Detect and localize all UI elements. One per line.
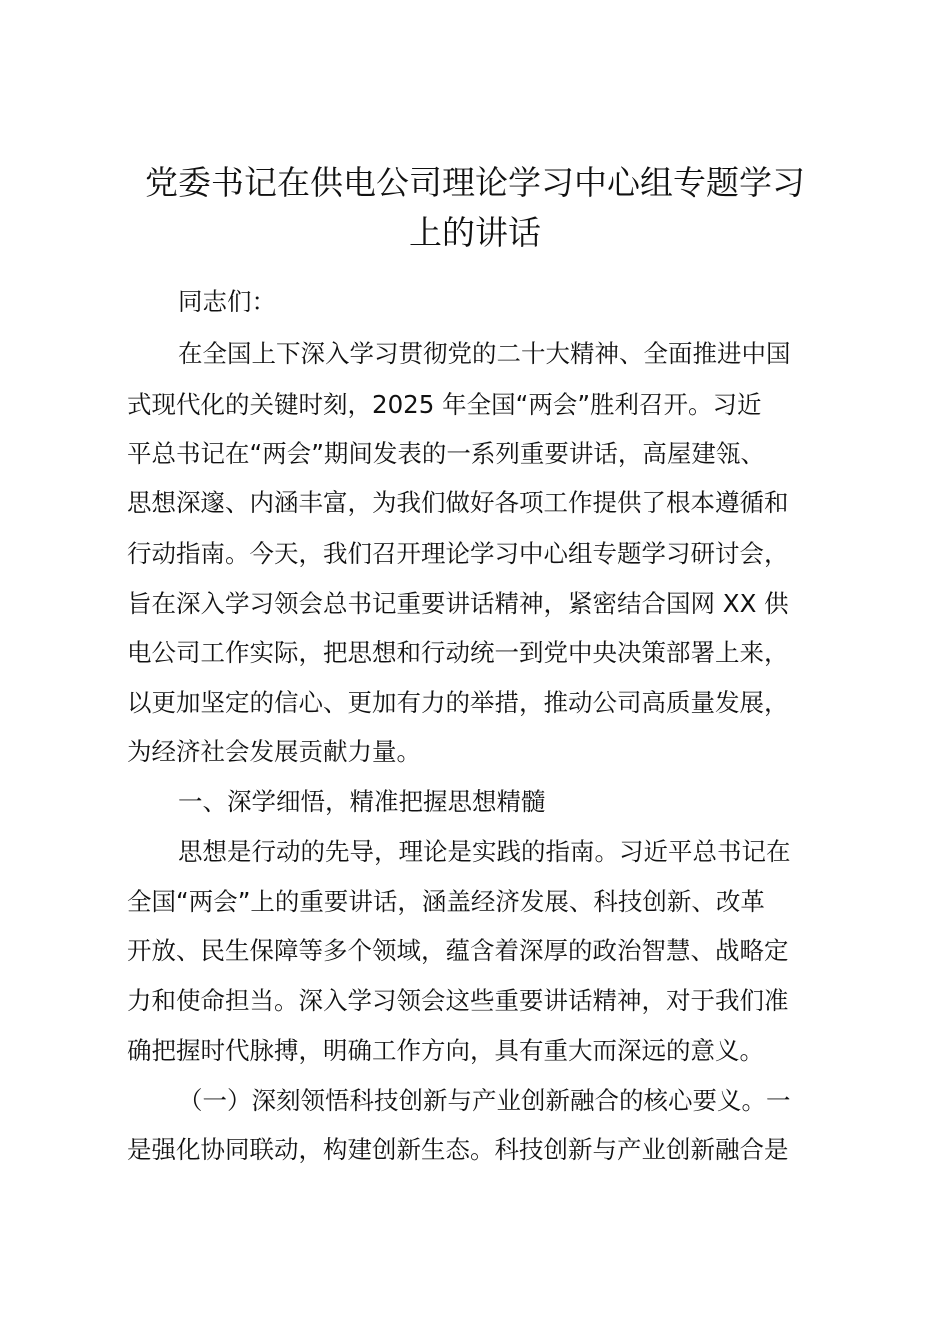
paragraph-1-line-9: 为经济社会发展贡献力量。 <box>127 737 421 766</box>
paragraph-2-line-2: 全国“两会”上的重要讲话，涵盖经济发展、科技创新、改革 <box>127 887 765 916</box>
paragraph-1-line-5: 行动指南。今天，我们召开理论学习中心组专题学习研讨会， <box>127 539 789 568</box>
paragraph-1-line-7: 电公司工作实际，把思想和行动统一到党中央决策部署上来， <box>127 638 789 667</box>
title-line-1: 党委书记在供电公司理论学习中心组专题学习 <box>145 163 805 202</box>
paragraph-1-line-1: 在全国上下深入学习贯彻党的二十大精神、全面推进中国 <box>178 339 791 368</box>
paragraph-1-line-3: 平总书记在“两会”期间发表的一系列重要讲话，高屋建瓴、 <box>127 439 765 468</box>
paragraph-3-line-1: （一）深刻领悟科技创新与产业创新融合的核心要义。一 <box>178 1086 791 1115</box>
paragraph-2-line-5: 确把握时代脉搏，明确工作方向，具有重大而深远的意义。 <box>127 1036 764 1065</box>
paragraph-1-line-6: 旨在深入学习领会总书记重要讲话精神，紧密结合国网 XX 供 <box>127 589 789 618</box>
paragraph-1-line-2: 式现代化的关键时刻，2025 年全国“两会”胜利召开。习近 <box>127 390 762 419</box>
paragraph-3-line-2: 是强化协同联动，构建创新生态。科技创新与产业创新融合是 <box>127 1135 789 1164</box>
section-heading-1: 一、深学细悟，精准把握思想精髓 <box>178 787 546 816</box>
title-line-2: 上的讲话 <box>409 213 541 252</box>
document-title <box>100 158 850 258</box>
paragraph-2-line-1: 思想是行动的先导，理论是实践的指南。习近平总书记在 <box>178 837 791 866</box>
paragraph-2-line-4: 力和使命担当。深入学习领会这些重要讲话精神，对于我们准 <box>127 986 789 1015</box>
salutation: 同志们： <box>178 287 276 316</box>
paragraph-1-line-4: 思想深邃、内涵丰富，为我们做好各项工作提供了根本遵循和 <box>127 488 789 517</box>
paragraph-2-line-3: 开放、民生保障等多个领域，蕴含着深厚的政治智慧、战略定 <box>127 936 789 965</box>
paragraph-1-line-8: 以更加坚定的信心、更加有力的举措，推动公司高质量发展， <box>127 688 789 717</box>
